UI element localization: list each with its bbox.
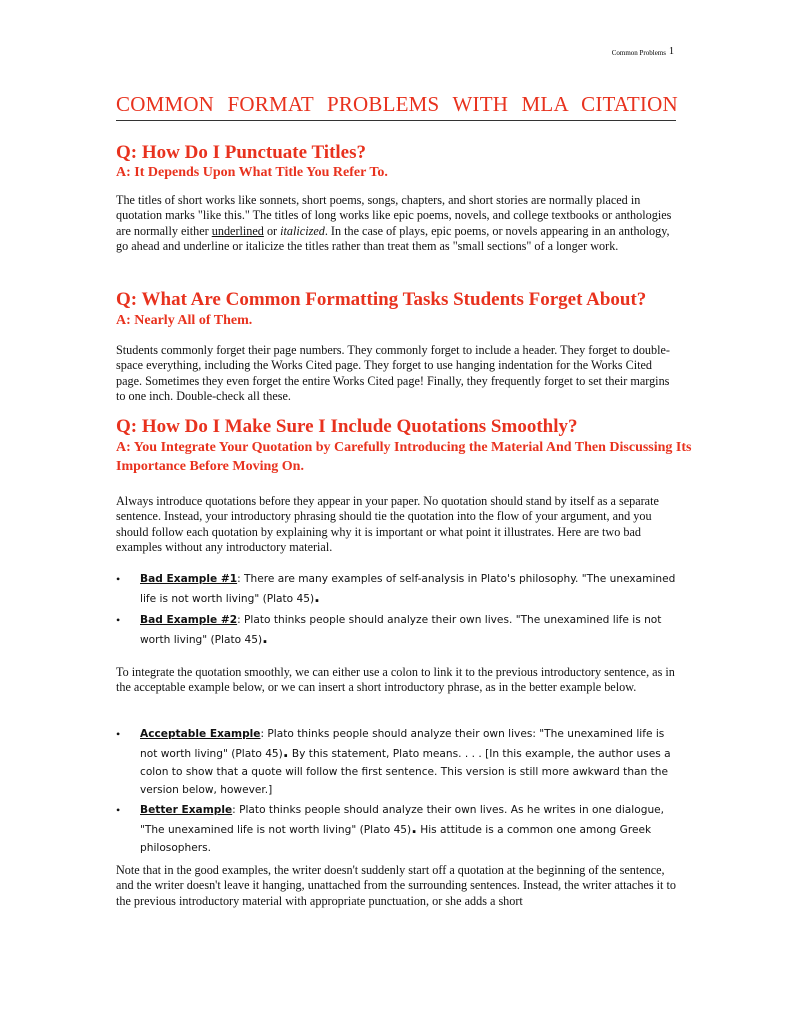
bullet: • xyxy=(116,727,121,741)
title-rule xyxy=(116,120,676,121)
paragraph-titles xyxy=(116,193,676,255)
underlined-word: underlined xyxy=(211,223,264,238)
list-item xyxy=(116,725,676,799)
example-label: Better Example xyxy=(140,804,233,816)
document-title: COMMON FORMAT PROBLEMS WITH MLA CITATION xyxy=(116,92,678,116)
paragraph-text: or xyxy=(263,223,281,238)
bullet: • xyxy=(116,803,121,817)
question-heading-3: Q: How Do I Make Sure I Include Quotations Smoothly? xyxy=(116,416,578,437)
paragraph-formatting: Students commonly forget their page numbers. They commonly forget to include a header. They forget to double-space everything, including the Works Cited page. They forget to use hanging indentation for the Works Cited page. Sometimes they even forget the entire Works Cited page! Finally, they frequently forget to set their margins to one inch. Double-check all these. xyxy=(116,343,670,404)
paragraph-quotations: Always introduce quotations before they appear in your paper. No quotation should stand by itself as a separate sentence. Instead, your introductory phrasing should tie the quotation into the flow of your argument, and you should follow each quotation by explaining why it is important or what point it illustrates. Here are two bad examples without any introductory material. xyxy=(116,494,659,555)
paragraph-note: Note that in the good examples, the writer doesn't suddenly start off a quotation at the beginning of the sentence, and the writer doesn't leave it hanging, unattached from the surrounding sentences. Instead, the writer attaches it to the previous introductory material with appropriate punctuation, or she adds a short xyxy=(116,863,676,908)
running-title: Common Problems xyxy=(611,49,666,57)
question-heading-1: Q: How Do I Punctuate Titles? xyxy=(116,142,366,163)
list-item xyxy=(116,801,676,857)
page-number: 1 xyxy=(669,46,674,57)
answer-heading-2: A: Nearly All of Them. xyxy=(116,313,253,328)
example-period: . xyxy=(262,628,268,647)
good-examples-list xyxy=(116,725,676,857)
list-item xyxy=(116,612,676,649)
example-label: Acceptable Example xyxy=(140,728,261,740)
example-period: . xyxy=(411,819,417,837)
paragraph-integrate: To integrate the quotation smoothly, we can either use a colon to link it to the previous introductory sentence, as in the acceptable example below, or we can insert a short introductory phrase, as in the better example below. xyxy=(116,665,675,695)
paragraph-text: . In the case of plays, epic poems, or novels appearing in an anthology, go ahead and underline or italicize the titles rather than treat them as "small sections" of a longer work. xyxy=(116,223,670,254)
bad-examples-list xyxy=(116,571,676,649)
running-head xyxy=(612,47,674,58)
answer-heading-1: A: It Depends Upon What Title You Refer To. xyxy=(116,165,388,180)
bullet: • xyxy=(116,613,121,627)
bullet: • xyxy=(116,572,121,586)
list-item xyxy=(116,571,676,608)
example-period: . xyxy=(314,587,320,606)
example-text: : Plato thinks people should analyze their own lives. "The unexamined life is not worth living" (Plato 45) xyxy=(140,614,662,646)
question-heading-2: Q: What Are Common Formatting Tasks Students Forget About? xyxy=(116,289,647,310)
answer-heading-3: A: You Integrate Your Quotation by Carefully Introducing the Material And Then Discussing Its Importance Before Moving On. xyxy=(116,440,692,474)
example-label: Bad Example #1 xyxy=(140,573,238,585)
italicized-word: italicized xyxy=(280,223,325,238)
example-text: : Plato thinks people should analyze their own lives: "The unexamined life is not worth living" (Plato 45) xyxy=(140,728,665,760)
example-label: Bad Example #2 xyxy=(140,614,238,626)
example-text: : Plato thinks people should analyze their own lives. As he writes in one dialogue, "The unexamined life is not worth living" (Plato 45) xyxy=(140,804,665,836)
example-text: : There are many examples of self-analysis in Plato's philosophy. "The unexamined life is not worth living" (Plato 45) xyxy=(140,573,676,605)
example-period: . xyxy=(282,743,289,761)
example-text: His attitude is a common one among Greek philosophers. xyxy=(140,824,652,854)
paragraph-text: The titles of short works like sonnets, short poems, songs, chapters, and short stories are normally placed in quotation marks "like this." The titles of long works like epic poems, novels, and college textbooks or anthologies are normally either xyxy=(116,193,672,238)
example-text: By this statement, Plato means. . . . [In this example, the author uses a colon to show that a quote will follow the first sentence. This version is still more awkward than the version below, however.] xyxy=(140,748,671,796)
